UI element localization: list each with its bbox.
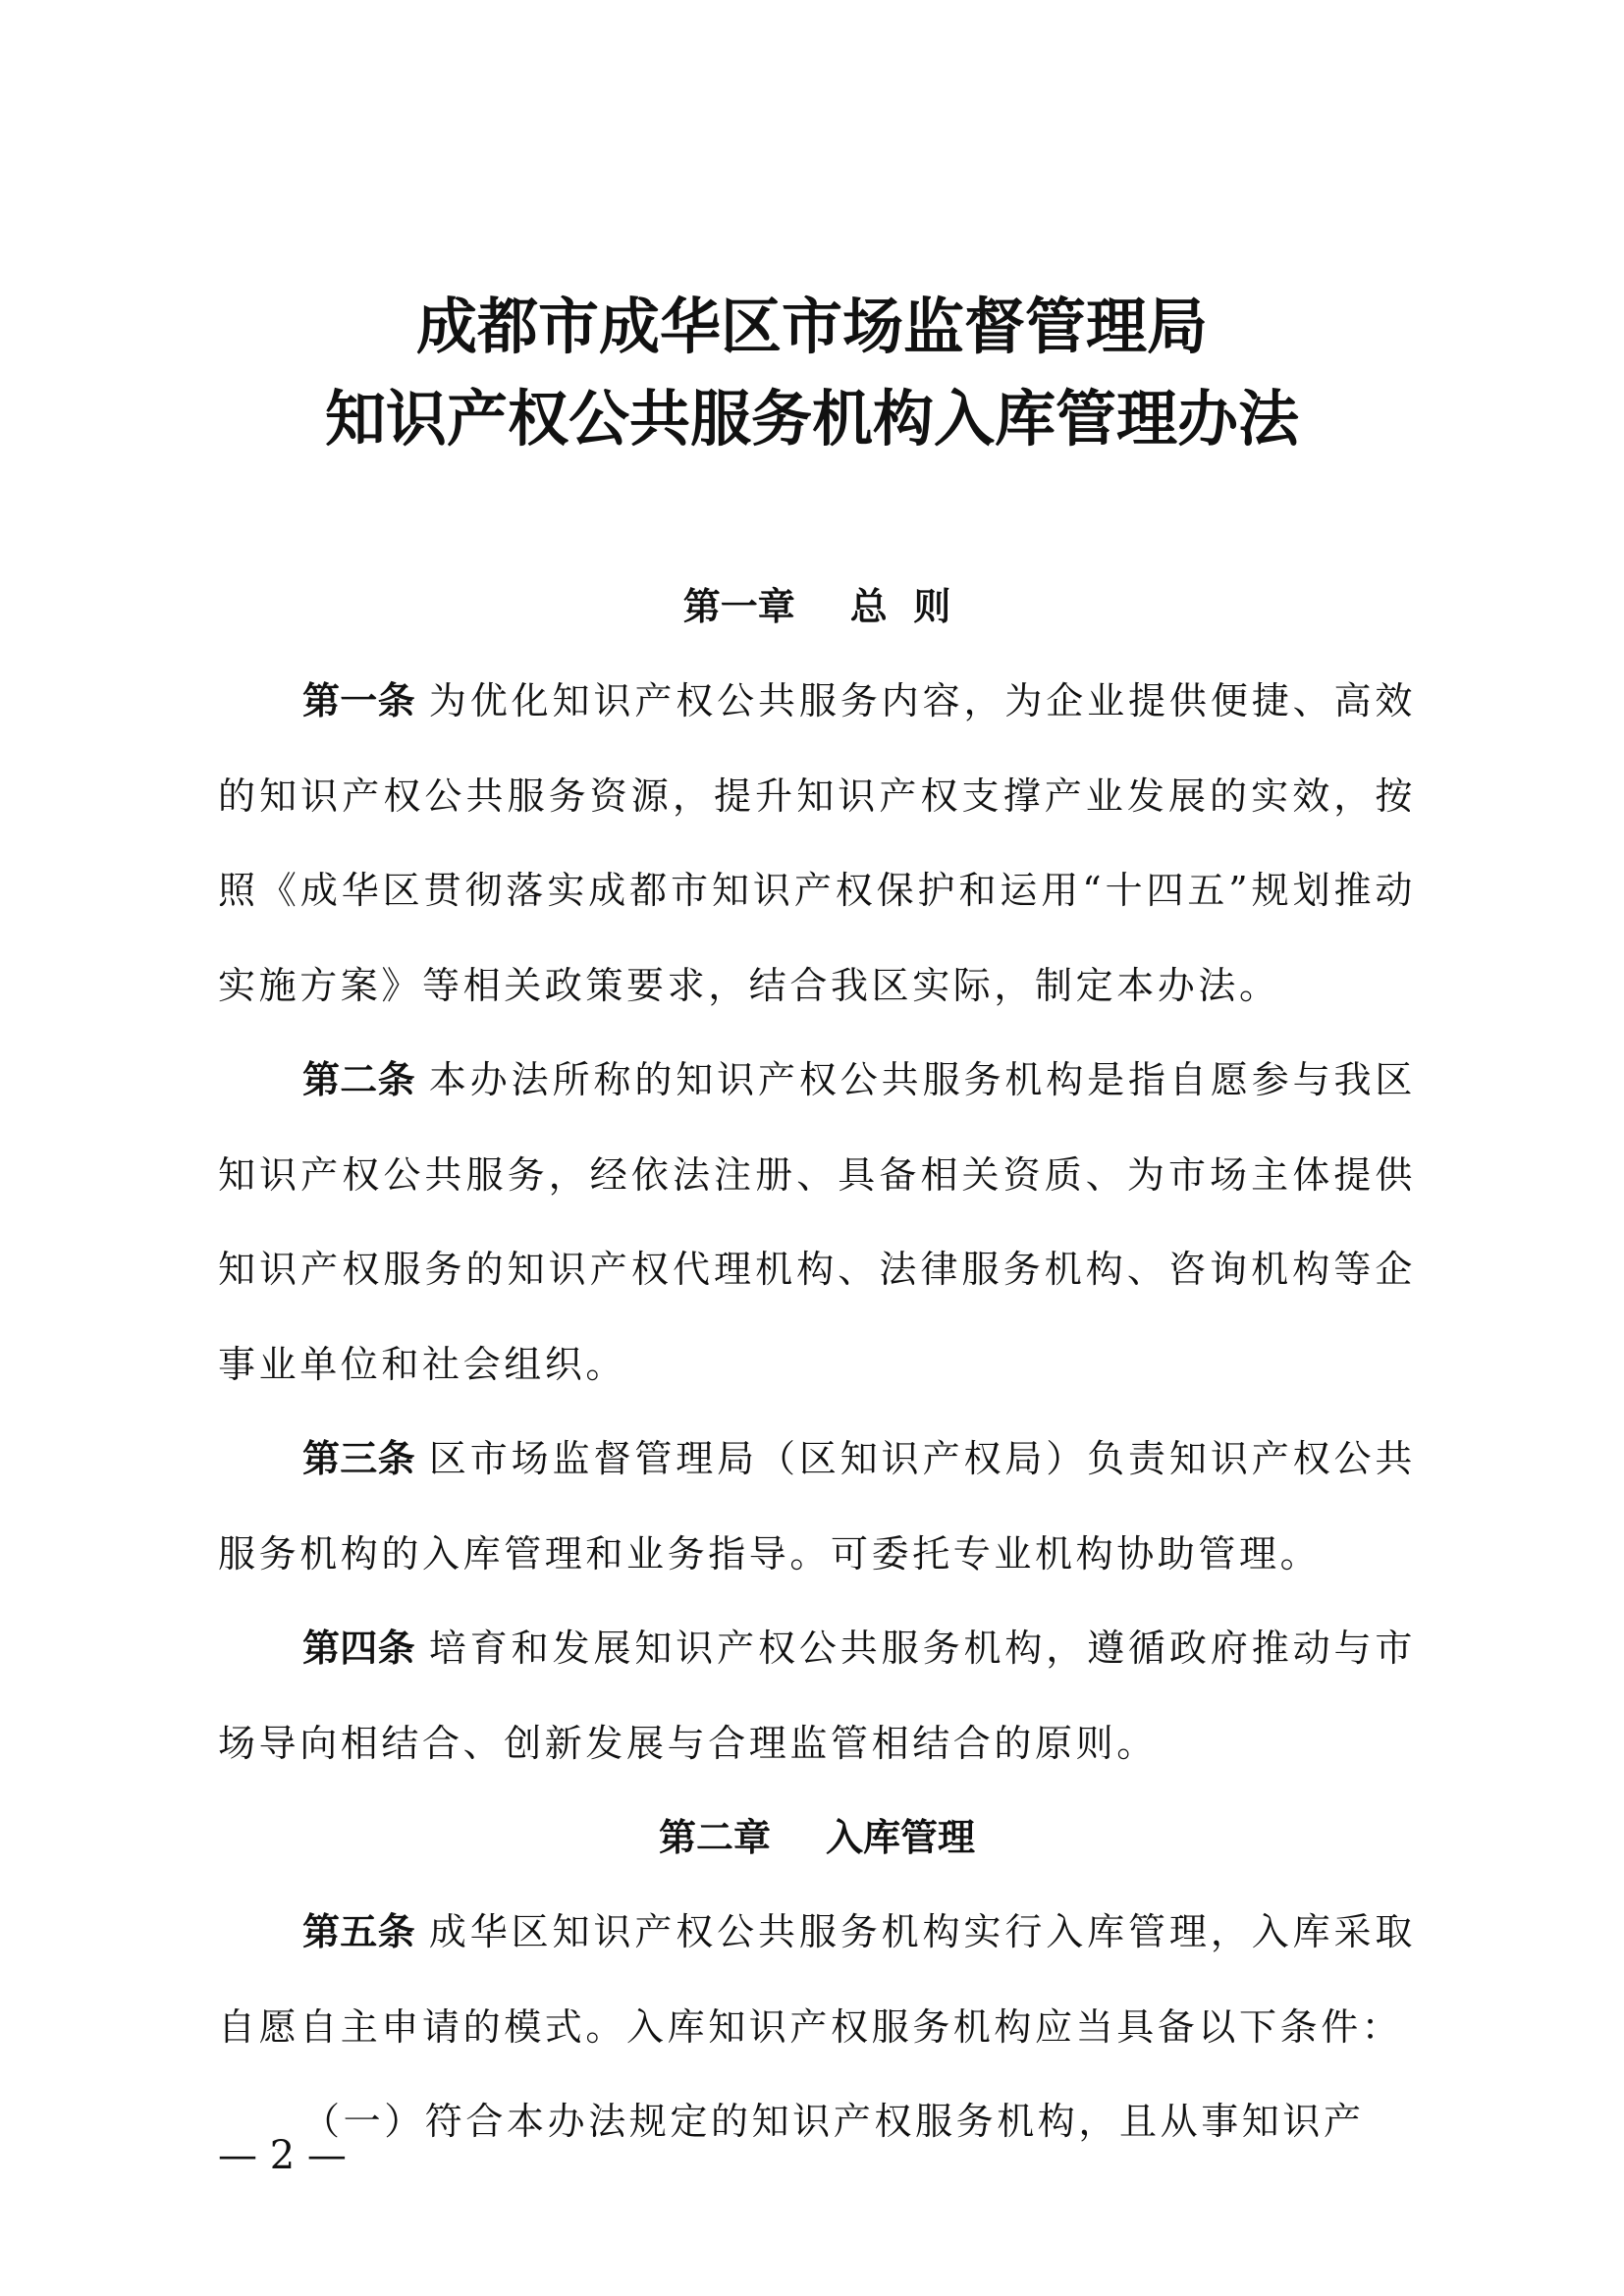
chapter-number: 第一章 (682, 585, 795, 628)
chapter-1-heading (218, 560, 1416, 654)
chapter-number: 第二章 (658, 1816, 771, 1859)
article-1 (218, 654, 1416, 1033)
article-text: 培育和发展知识产权公共服务机构，遵循政府推动与市场导向相结合、创新发展与合理监管相结合的原则。 (218, 1627, 1416, 1765)
title-line-1: 成都市成华区市场监督管理局 (415, 291, 1208, 362)
article-label: 第三条 (302, 1437, 415, 1480)
article-label: 第二条 (302, 1058, 415, 1101)
chapter-name: 总 则 (849, 585, 951, 628)
article-4 (218, 1601, 1416, 1790)
article-text: 为优化知识产权公共服务内容，为企业提供便捷、高效的知识产权公共服务资源，提升知识产权支撑产业发展的实效，按照《成华区贯彻落实成都市知识产权保护和运用“十四五”规划推动实施方案》等相关政策要求，结合我区实际，制定本办法。 (218, 679, 1416, 1007)
chapter-name: 入库管理 (826, 1816, 976, 1859)
document-body (218, 560, 1416, 2169)
chapter-2-heading (218, 1790, 1416, 1885)
article-5 (218, 1885, 1416, 2074)
article-3 (218, 1412, 1416, 1601)
article-text: 本办法所称的知识产权公共服务机构是指自愿参与我区知识产权公共服务，经依法注册、具备相关资质、为市场主体提供知识产权服务的知识产权代理机构、法律服务机构、咨询机构等企事业单位和社会组织。 (218, 1058, 1416, 1386)
article-label: 第五条 (302, 1910, 415, 1953)
list-item-1 (218, 2074, 1416, 2169)
article-label: 第四条 (302, 1627, 415, 1670)
article-label: 第一条 (302, 679, 415, 722)
document-title (0, 281, 1624, 465)
title-line-2: 知识产权公共服务机构入库管理办法 (324, 383, 1299, 454)
article-text: 区市场监督管理局（区知识产权局）负责知识产权公共服务机构的入库管理和业务指导。可委托专业机构协助管理。 (218, 1437, 1416, 1575)
page-number: — 2 — (218, 2133, 347, 2178)
list-item-text: （一）符合本办法规定的知识产权服务机构，且从事知识产 (302, 2100, 1365, 2143)
article-2 (218, 1033, 1416, 1412)
article-text: 成华区知识产权公共服务机构实行入库管理，入库采取自愿自主申请的模式。入库知识产权服务机构应当具备以下条件： (218, 1910, 1416, 2049)
